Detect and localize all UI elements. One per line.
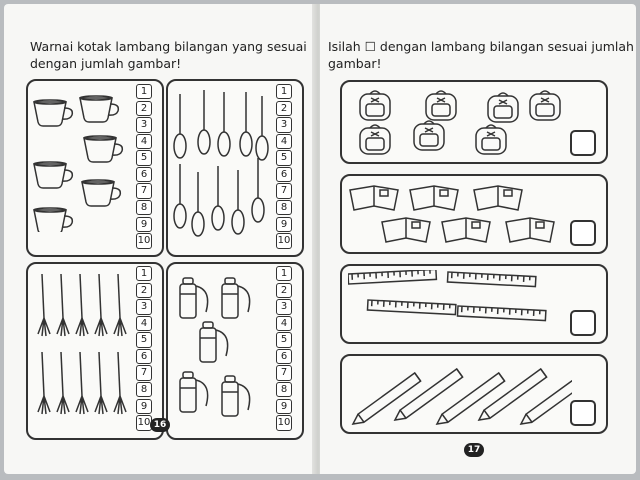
spoon-icon (252, 158, 264, 222)
number-option-9[interactable]: 9 (136, 217, 152, 232)
backpack-icon (488, 93, 518, 122)
backpacks-answer-box[interactable] (570, 130, 596, 156)
cup-icon (82, 180, 120, 206)
fork-icon (38, 352, 50, 414)
book-icon (382, 218, 430, 242)
pencils-illustration (348, 358, 572, 432)
right-page-number: 17 (464, 443, 484, 457)
thermos-icon (222, 376, 250, 416)
cup-icon (84, 136, 122, 162)
number-option-7[interactable]: 7 (276, 183, 292, 198)
thermos-number-list (276, 266, 292, 432)
forks-illustration (32, 272, 136, 432)
fork-icon (76, 352, 88, 414)
number-option-6[interactable]: 6 (136, 349, 152, 364)
spoon-icon (218, 92, 230, 156)
number-option-6[interactable]: 6 (276, 349, 292, 364)
backpack-icon (530, 91, 560, 120)
spoons-number-list (276, 84, 292, 250)
backpack-icon (360, 91, 390, 120)
number-option-5[interactable]: 5 (276, 150, 292, 165)
pencil-icon (392, 369, 463, 424)
number-option-2[interactable]: 2 (136, 101, 152, 116)
forks-number-list (136, 266, 152, 432)
spoon-icon (240, 92, 252, 156)
left-page-number: 16 (150, 418, 170, 432)
number-option-10[interactable]: 10 (136, 233, 152, 248)
book-icon (410, 186, 458, 210)
number-option-2[interactable]: 2 (276, 101, 292, 116)
thermos-icon (180, 278, 208, 318)
fork-icon (76, 274, 88, 336)
number-option-10[interactable]: 10 (136, 415, 152, 430)
number-option-2[interactable]: 2 (136, 283, 152, 298)
ruler-icon (457, 306, 545, 321)
number-option-7[interactable]: 7 (136, 365, 152, 380)
spoon-icon (192, 172, 204, 236)
backpack-icon (426, 91, 456, 120)
number-option-8[interactable]: 8 (276, 382, 292, 397)
left-instruction-line2: dengan jumlah gambar! (30, 56, 182, 71)
spoon-icon (174, 94, 186, 158)
number-option-7[interactable]: 7 (136, 183, 152, 198)
number-option-3[interactable]: 3 (136, 299, 152, 314)
thermos-icon (180, 372, 208, 412)
number-option-4[interactable]: 4 (276, 316, 292, 331)
left-page (4, 4, 316, 474)
backpack-icon (414, 121, 444, 150)
spoon-icon (256, 96, 268, 160)
number-option-5[interactable]: 5 (136, 150, 152, 165)
pencil-icon (518, 373, 572, 428)
fork-icon (38, 274, 50, 336)
number-option-6[interactable]: 6 (136, 167, 152, 182)
left-instruction-line1: Warnai kotak lambang bilangan yang sesuai (30, 39, 307, 54)
number-option-6[interactable]: 6 (276, 167, 292, 182)
number-option-9[interactable]: 9 (276, 217, 292, 232)
cups-number-list (136, 84, 152, 250)
backpack-icon (360, 125, 390, 154)
fork-icon (57, 274, 69, 336)
rulers-illustration (348, 270, 572, 340)
number-option-4[interactable]: 4 (136, 316, 152, 331)
pencil-icon (476, 369, 547, 424)
book-icon (350, 186, 398, 210)
backpacks-illustration (348, 84, 572, 160)
spoons-illustration (170, 86, 274, 246)
fork-icon (57, 352, 69, 414)
fork-icon (95, 352, 107, 414)
right-page (320, 4, 636, 474)
thermos-icon (200, 322, 228, 362)
left-instruction (30, 38, 307, 72)
number-option-9[interactable]: 9 (136, 399, 152, 414)
number-option-2[interactable]: 2 (276, 283, 292, 298)
cup-icon (34, 208, 72, 232)
number-option-7[interactable]: 7 (276, 365, 292, 380)
rulers-answer-box[interactable] (570, 310, 596, 336)
number-option-4[interactable]: 4 (276, 134, 292, 149)
number-option-5[interactable]: 5 (136, 332, 152, 347)
right-instruction (328, 38, 634, 72)
cup-icon (34, 100, 72, 126)
number-option-9[interactable]: 9 (276, 399, 292, 414)
number-option-3[interactable]: 3 (136, 117, 152, 132)
books-illustration (346, 180, 570, 250)
spoon-icon (212, 166, 224, 230)
ruler-icon (348, 270, 436, 284)
spoon-icon (198, 90, 210, 154)
fork-icon (114, 274, 126, 336)
number-option-5[interactable]: 5 (276, 332, 292, 347)
spoon-icon (232, 170, 244, 234)
books-answer-box[interactable] (570, 220, 596, 246)
number-option-8[interactable]: 8 (136, 200, 152, 215)
fork-icon (114, 352, 126, 414)
number-option-1[interactable]: 1 (276, 266, 292, 281)
pencil-icon (350, 373, 421, 428)
ruler-icon (447, 272, 535, 287)
cup-icon (34, 162, 72, 188)
number-option-8[interactable]: 8 (276, 200, 292, 215)
ruler-icon (367, 300, 455, 315)
number-option-10[interactable]: 10 (276, 233, 292, 248)
right-instruction-line2: gambar! (328, 56, 382, 71)
book-icon (442, 218, 490, 242)
number-option-1[interactable]: 1 (136, 266, 152, 281)
number-option-1[interactable]: 1 (136, 84, 152, 99)
number-option-8[interactable]: 8 (136, 382, 152, 397)
pencil-icon (434, 373, 505, 428)
cups-illustration (32, 92, 132, 232)
number-option-10[interactable]: 10 (276, 415, 292, 430)
book-icon (506, 218, 554, 242)
right-instruction-line1: Isilah ☐ dengan lambang bilangan sesuai jumlah (328, 39, 634, 54)
spoon-icon (174, 164, 186, 228)
number-option-3[interactable]: 3 (276, 117, 292, 132)
pencils-answer-box[interactable] (570, 400, 596, 426)
fork-icon (95, 274, 107, 336)
number-option-1[interactable]: 1 (276, 84, 292, 99)
book-icon (474, 186, 522, 210)
number-option-4[interactable]: 4 (136, 134, 152, 149)
backpack-icon (476, 125, 506, 154)
cup-icon (80, 96, 118, 122)
thermos-icon (222, 278, 250, 318)
thermos-illustration (170, 272, 274, 432)
number-option-3[interactable]: 3 (276, 299, 292, 314)
